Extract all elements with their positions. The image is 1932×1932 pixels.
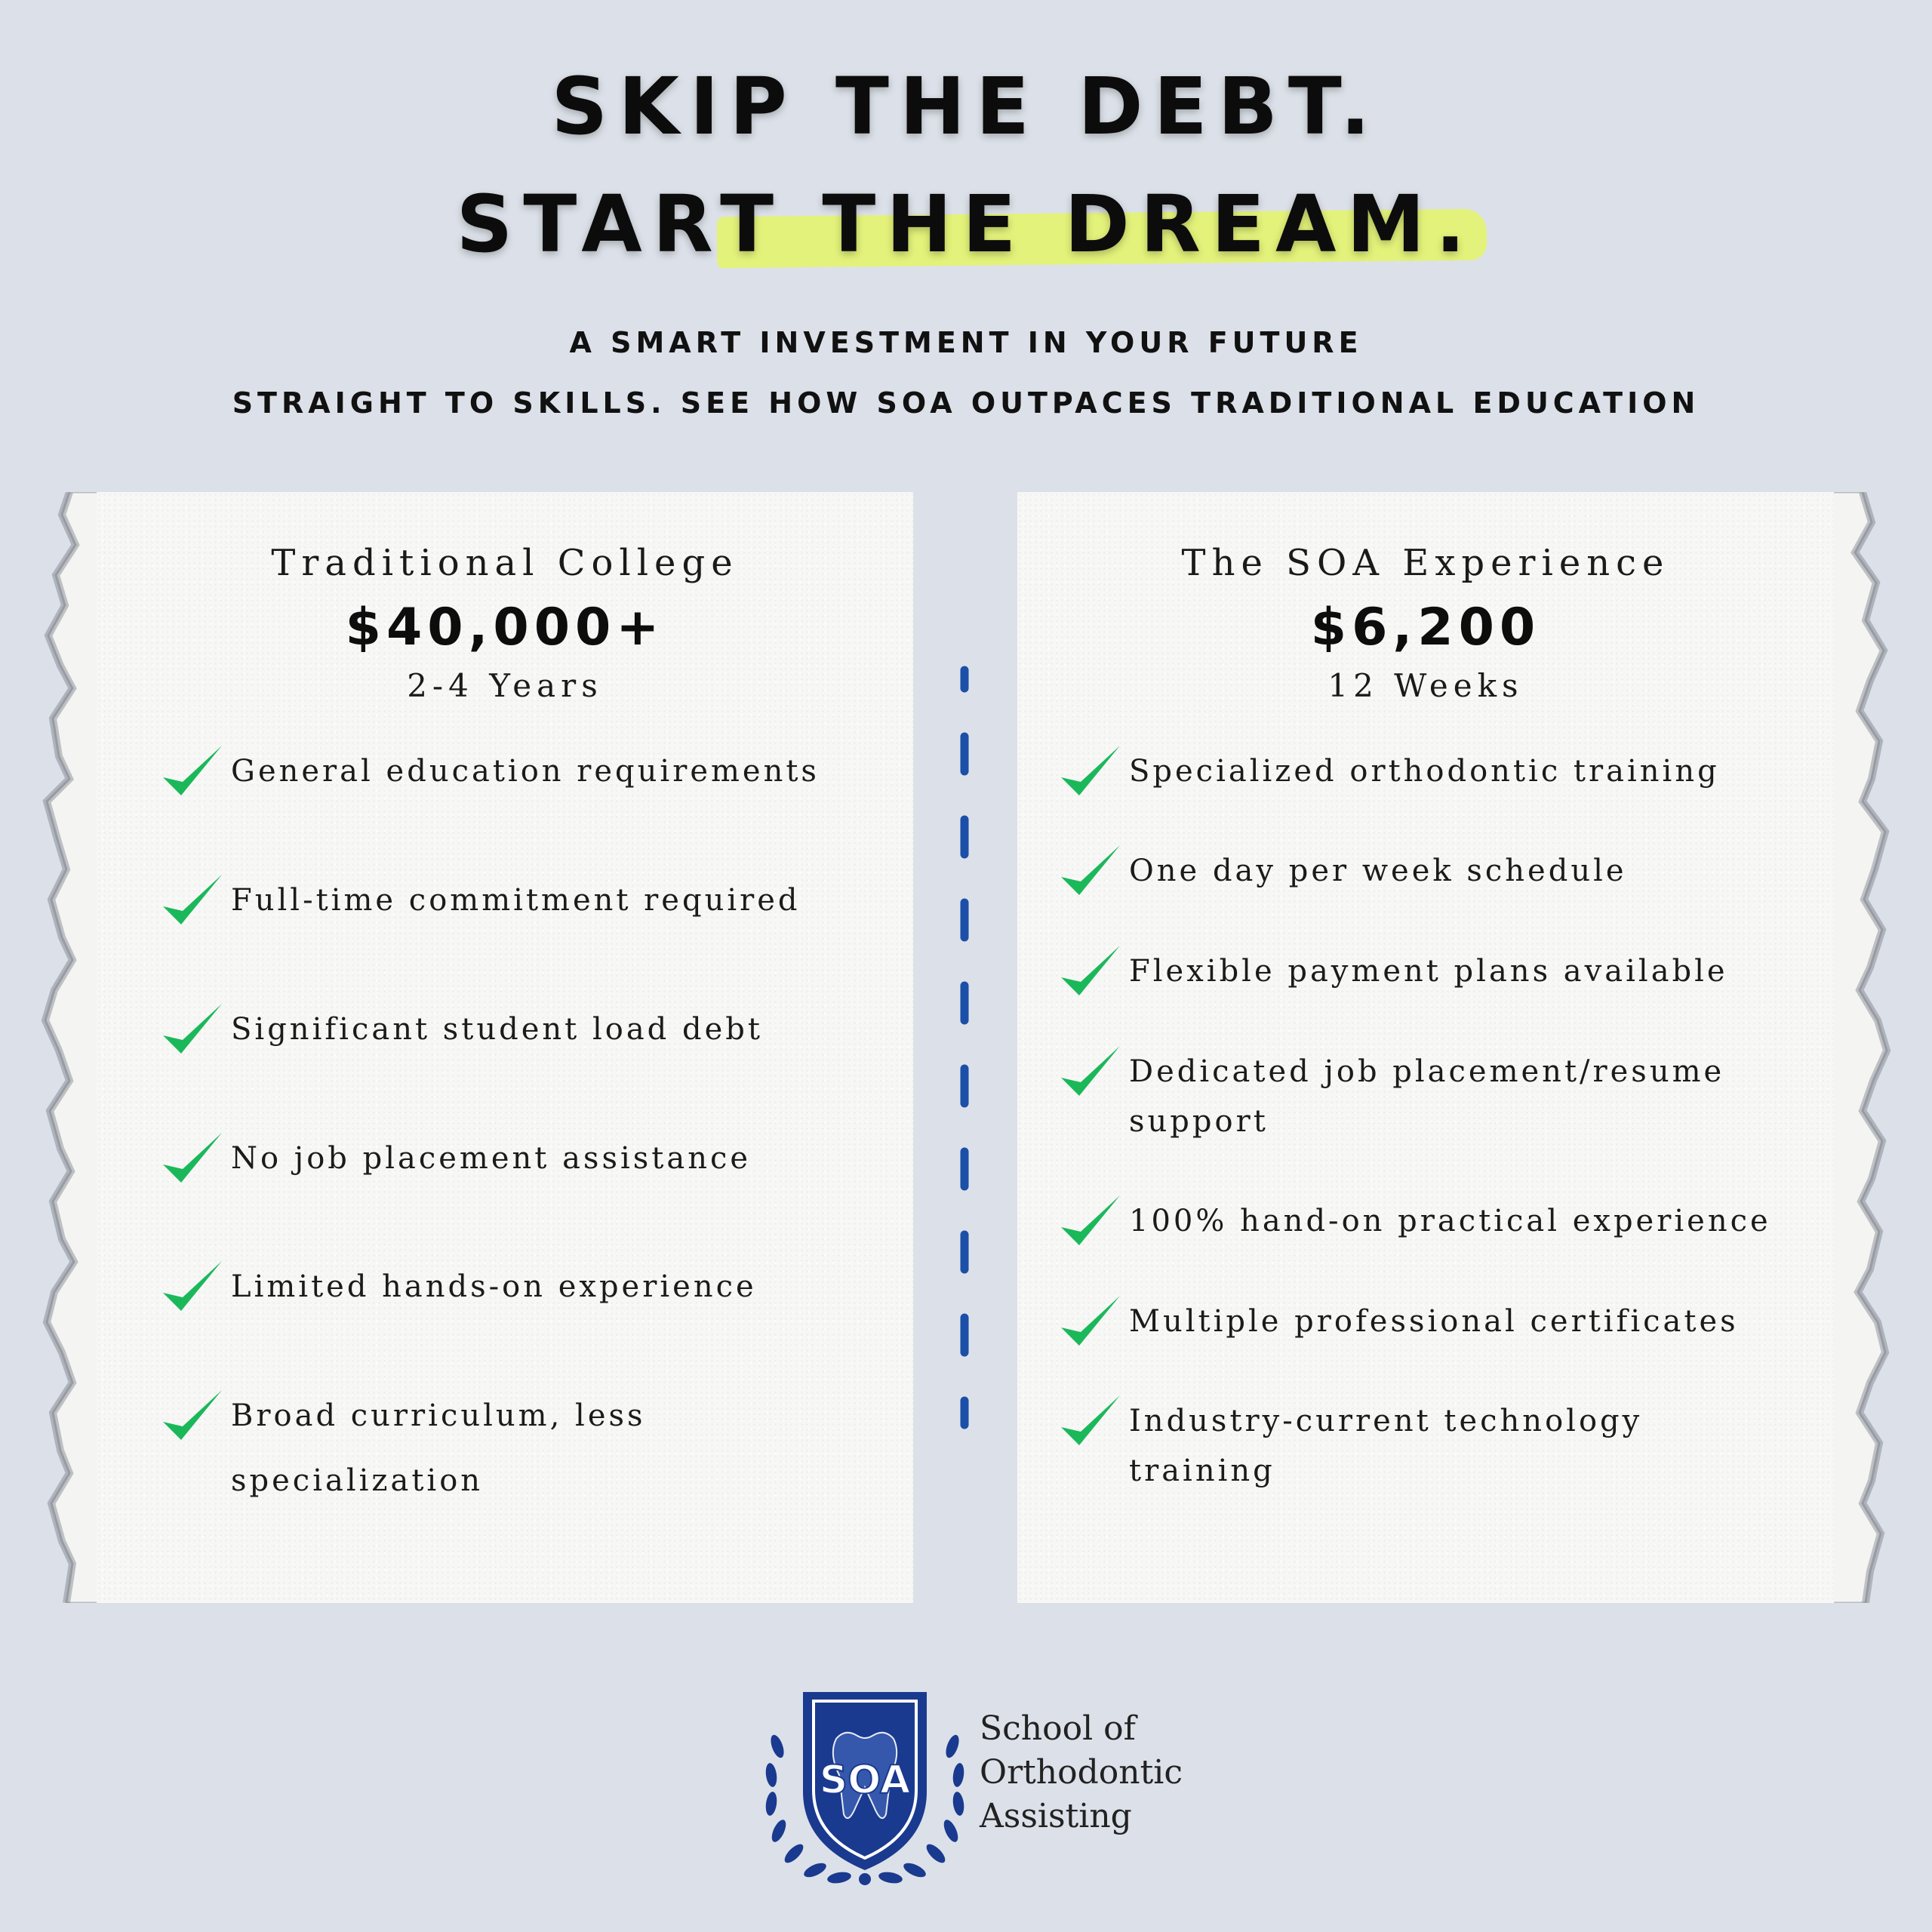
checkmark-icon (1057, 839, 1124, 904)
subheadline-line-1: A SMART INVESTMENT IN YOUR FUTURE (569, 326, 1363, 359)
traditional-price: $40,000+ (345, 598, 665, 657)
traditional-title: Traditional College (271, 542, 739, 584)
checkmark-icon (1057, 740, 1124, 804)
list-item-text: Multiple professional certificates (1129, 1304, 1739, 1339)
headline-line-2: START THE DREAM. (456, 178, 1476, 270)
subheadline-line-2: STRAIGHT TO SKILLS. SEE HOW SOA OUTPACES TRADITIONAL EDUCATION (232, 386, 1700, 420)
checkmark-icon (1057, 1040, 1124, 1105)
checkmark-icon (1057, 1389, 1124, 1454)
list-item-text: No job placement assistance (231, 1141, 752, 1176)
list-item-text-continued: specialization (231, 1463, 484, 1498)
logo-line-2: Orthodontic (980, 1753, 1183, 1792)
soa-duration: 12 Weeks (1327, 667, 1524, 704)
checkmark-icon (1057, 1290, 1124, 1355)
traditional-duration: 2-4 Years (407, 667, 603, 704)
logo-emblem-text: SOA (819, 1758, 911, 1803)
headline-line-1: SKIP THE DEBT. (551, 60, 1381, 152)
checkmark-icon (158, 1255, 226, 1320)
checkmark-icon (1057, 940, 1124, 1004)
soa-experience-card (1017, 492, 1834, 1603)
checkmark-icon (158, 740, 226, 804)
list-item-text: Broad curriculum, less (231, 1398, 646, 1433)
dashed-divider (959, 664, 970, 1432)
list-item-text: Specialized orthodontic training (1129, 754, 1720, 789)
list-item-text-continued: support (1129, 1104, 1269, 1139)
list-item-text: Dedicated job placement/resume (1129, 1054, 1725, 1089)
checkmark-icon (158, 998, 226, 1063)
list-item-text: Significant student load debt (231, 1012, 763, 1047)
checkmark-icon (158, 1127, 226, 1192)
soa-price: $6,200 (1310, 598, 1541, 657)
list-item-text: One day per week schedule (1129, 854, 1627, 888)
logo-wordmark (980, 1707, 1183, 1838)
soa-title: The SOA Experience (1181, 542, 1670, 584)
list-item-text: General education requirements (231, 754, 820, 789)
logo-line-1: School of (980, 1709, 1136, 1748)
list-item-text: Full-time commitment required (231, 883, 801, 918)
list-item-text: 100% hand-on practical experience (1129, 1204, 1771, 1238)
list-item-text: Limited hands-on experience (231, 1269, 757, 1304)
list-item-text-continued: training (1129, 1454, 1275, 1488)
checkmark-icon (158, 1384, 226, 1449)
checkmark-icon (1057, 1189, 1124, 1254)
list-item-text: Industry-current technology (1129, 1404, 1643, 1438)
shield-laurel-icon (761, 1686, 969, 1885)
traditional-college-card (97, 492, 913, 1603)
logo-line-3: Assisting (980, 1797, 1132, 1835)
list-item-text: Flexible payment plans available (1129, 954, 1728, 989)
checkmark-icon (158, 869, 226, 934)
